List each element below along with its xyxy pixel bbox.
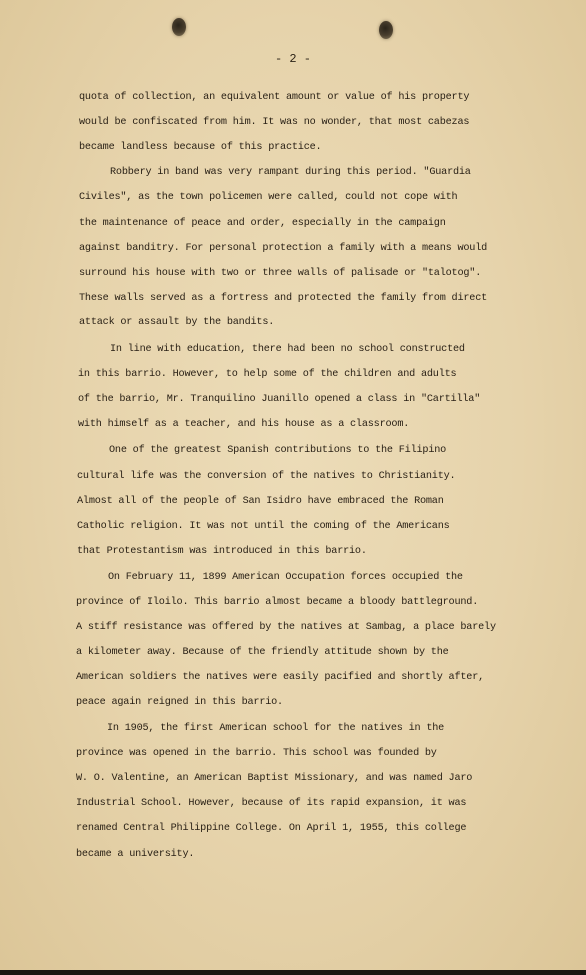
scan-bottom-edge [0, 970, 586, 975]
text-line: These walls served as a fortress and protected the family from direct [79, 293, 488, 304]
text-line: became a university. [76, 849, 195, 860]
text-line: On February 11, 1899 American Occupation forces occupied the [108, 572, 463, 583]
text-line: would be confiscated from him. It was no wonder, that most cabezas [79, 117, 470, 128]
text-line: Industrial School. However, because of its rapid expansion, it was [76, 798, 467, 809]
text-line: A stiff resistance was offered by the natives at Sambag, a place barely [76, 622, 496, 633]
text-line: Almost all of the people of San Isidro have embraced the Roman [77, 496, 444, 507]
text-line: against banditry. For personal protection a family with a means would [79, 243, 488, 254]
text-line: with himself as a teacher, and his house as a classroom. [78, 419, 410, 430]
text-line: American soldiers the natives were easily pacified and shortly after, [76, 672, 485, 683]
text-line: quota of collection, an equivalent amount or value of his property [79, 92, 470, 103]
text-line: peace again reigned in this barrio. [76, 697, 283, 708]
text-line: in this barrio. However, to help some of the children and adults [78, 369, 457, 380]
text-line: renamed Central Philippine College. On April 1, 1955, this college [76, 823, 467, 834]
text-line: province of Iloilo. This barrio almost became a bloody battleground. [76, 597, 479, 608]
text-line: One of the greatest Spanish contributions to the Filipino [109, 445, 447, 456]
page-number: - 2 - [274, 52, 311, 66]
text-line: that Protestantism was introduced in this barrio. [77, 546, 367, 557]
text-line: cultural life was the conversion of the natives to Christianity. [77, 471, 456, 482]
text-line: the maintenance of peace and order, especially in the campaign [79, 218, 446, 229]
text-line: W. O. Valentine, an American Baptist Missionary, and was named Jaro [76, 773, 473, 784]
text-line: a kilometer away. Because of the friendly attitude shown by the [76, 647, 449, 658]
punch-hole-left [172, 18, 186, 36]
text-line: became landless because of this practice. [79, 142, 322, 153]
text-line: Civiles", as the town policemen were called, could not cope with [79, 192, 458, 203]
text-line: surround his house with two or three walls of palisade or "talotog". [79, 268, 482, 279]
text-line: Catholic religion. It was not until the coming of the Americans [77, 521, 450, 532]
text-line: In line with education, there had been no school constructed [110, 344, 465, 355]
punch-hole-right [379, 21, 393, 39]
text-line: Robbery in band was very rampant during this period. "Guardia [110, 167, 471, 178]
text-line: province was opened in the barrio. This school was founded by [76, 748, 437, 759]
text-line: In 1905, the first American school for the natives in the [107, 723, 445, 734]
text-line: of the barrio, Mr. Tranquilino Juanillo opened a class in "Cartilla" [78, 394, 481, 405]
text-line: attack or assault by the bandits. [79, 317, 275, 328]
